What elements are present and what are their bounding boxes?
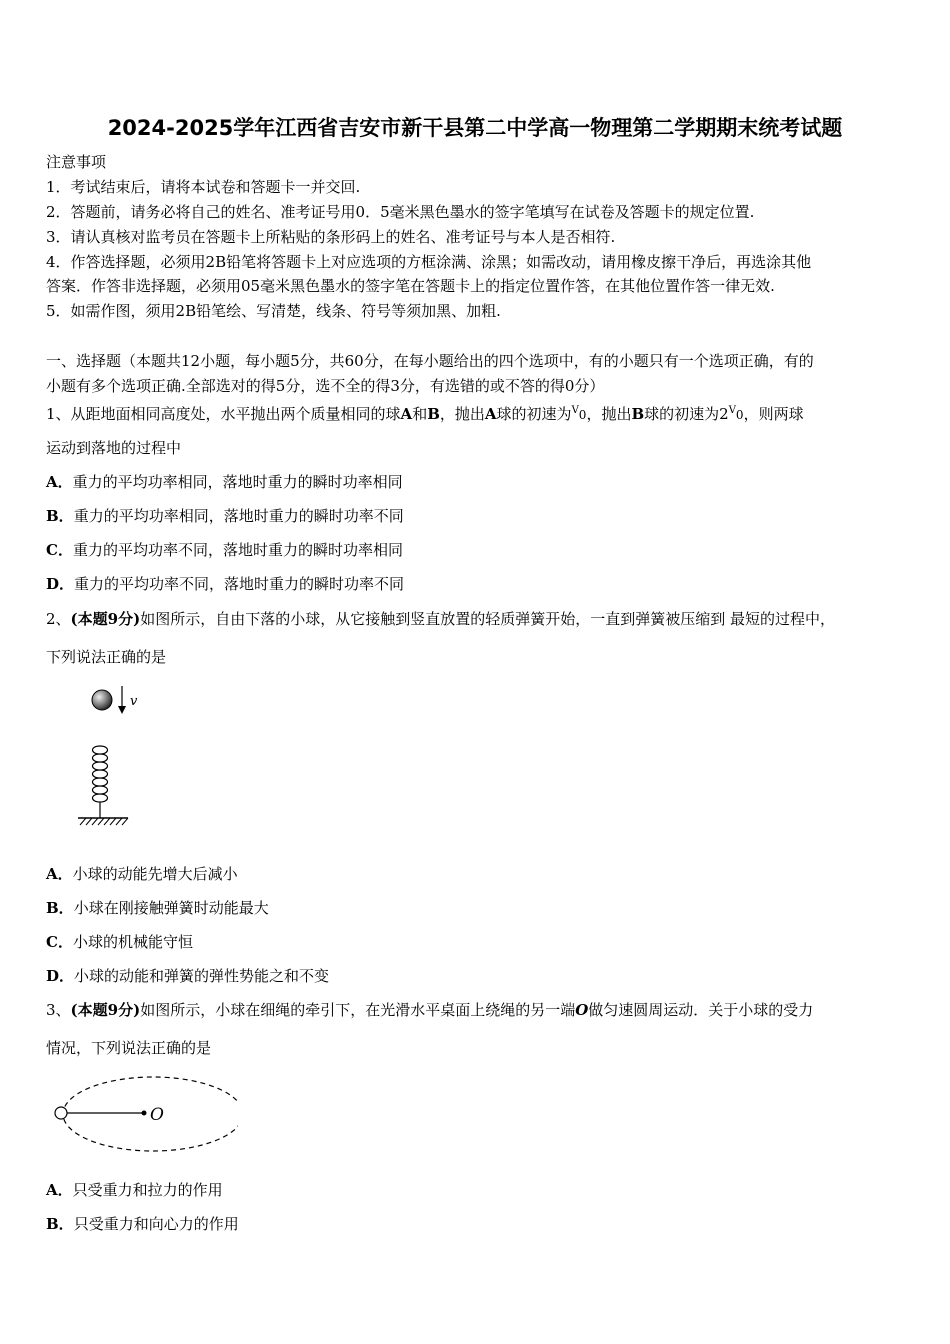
q1-option-c: C．重力的平均功率不同，落地时重力的瞬时功率相同 [46, 541, 403, 559]
velocity-label: v [130, 694, 138, 709]
q2-option-b: B．小球在刚接触弹簧时动能最大 [46, 899, 269, 917]
section-heading: 一、选择题（本题共12小题，每小题5分，共60分，在每小题给出的四个选项中，有的小题只有一个选项正确，有的 [46, 352, 814, 370]
circular-motion-figure [48, 1070, 238, 1160]
question-2-stem: 2、(本题9分)如图所示，自由下落的小球，从它接触到竖直放置的轻质弹簧开始，一直到弹簧被压缩到 最短的过程中， [46, 610, 835, 628]
q1-option-b: B．重力的平均功率相同，落地时重力的瞬时功率不同 [46, 507, 404, 525]
spring-icon [93, 746, 108, 818]
section-heading-cont: 小题有多个选项正确.全部选对的得5分，选不全的得3分，有选错的或不答的得0分） [46, 377, 605, 395]
notice-item: 4．作答选择题，必须用2B铅笔将答题卡上对应选项的方框涂满、涂黑；如需改动，请用橡皮擦干净后，再选涂其他 [46, 253, 812, 271]
center-label: O [150, 1105, 164, 1125]
q1-option-d: D．重力的平均功率不同，落地时重力的瞬时功率不同 [46, 575, 405, 593]
q3-option-a: A．只受重力和拉力的作用 [46, 1181, 223, 1199]
question-1-stem: 1、从距地面相同高度处，水平抛出两个质量相同的球A和B，抛出A球的初速为$^V$0，抛出B球的初速为$2^V0$，则两球 [46, 405, 804, 423]
notice-item: 2．答题前，请务必将自己的姓名、准考证号用0．5毫米黑色墨水的签字笔填写在试卷及答题卡的规定位置. [46, 203, 755, 221]
q1-option-a: A．重力的平均功率相同，落地时重力的瞬时功率相同 [46, 473, 403, 491]
q3-option-b: B．只受重力和向心力的作用 [46, 1215, 239, 1233]
center-point-icon [142, 1111, 147, 1116]
notice-item: 答案．作答非选择题，必须用05毫米黑色墨水的签字笔在答题卡上的指定位置作答，在其他位置作答一律无效. [46, 277, 775, 295]
notice-item: 3．请认真核对监考员在答题卡上所粘贴的条形码上的姓名、准考证号与本人是否相符. [46, 228, 616, 246]
q2-option-a: A．小球的动能先增大后减小 [46, 865, 238, 883]
ball-icon [92, 690, 112, 710]
question-1-stem-cont: 运动到落地的过程中 [46, 439, 182, 457]
notice-item: 1．考试结束后，请将本试卷和答题卡一并交回. [46, 178, 361, 196]
notice-heading: 注意事项 [46, 153, 107, 171]
q2-option-c: C．小球的机械能守恒 [46, 933, 193, 951]
question-2-stem-cont: 下列说法正确的是 [46, 648, 167, 666]
spring-ball-figure [70, 680, 150, 830]
question-3-stem: 3、(本题9分)如图所示，小球在细绳的牵引下，在光滑水平桌面上绕绳的另一端O做匀速圆周运动．关于小球的受力 [46, 1001, 814, 1019]
q2-option-d: D．小球的动能和弹簧的弹性势能之和不变 [46, 967, 330, 985]
notice-item: 5．如需作图，须用2B铅笔绘、写清楚，线条、符号等须加黑、加粗. [46, 302, 501, 320]
page-title: 2024-2025学年江西省吉安市新干县第二中学高一物理第二学期期末统考试题 [107, 116, 843, 140]
ball-icon [55, 1107, 67, 1119]
question-3-stem-cont: 情况，下列说法正确的是 [46, 1039, 212, 1057]
